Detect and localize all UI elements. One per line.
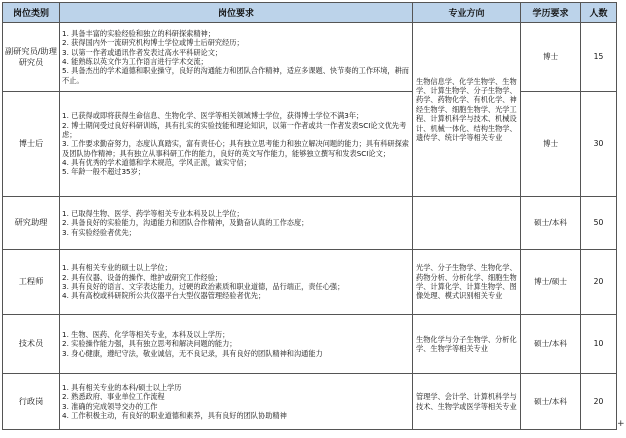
position-cell: 工程师 bbox=[3, 250, 60, 315]
count-cell: 20 bbox=[581, 374, 617, 430]
requirement-line: 3. 有实验经验者优先； bbox=[62, 227, 136, 237]
requirements-cell bbox=[60, 374, 413, 430]
requirements-cell bbox=[60, 92, 413, 197]
major-cell: 管理学、会计学、计算机科学与技术、生物学或医学等相关专业 bbox=[413, 374, 521, 430]
requirement-line: 1. 具备丰富的实验经验和独立的科研探索精神； bbox=[62, 28, 215, 38]
requirement-line: 2. 具备良好的实验能力，沟通能力和团队合作精神，及勤奋认真的工作态度； bbox=[62, 218, 309, 228]
text-cursor-icon: + bbox=[617, 419, 625, 429]
header-position: 岗位类别 bbox=[3, 3, 60, 23]
table-row bbox=[3, 23, 617, 92]
requirement-line: 4. 工作积极主动，有良好的职业道德和素养，具有良好的团队协助精神 bbox=[62, 410, 287, 420]
requirement-line: 3. 工作要求勤奋努力，态度认真踏实，富有责任心；具有独立思考能力和独立解决问题的能力；具有科研探索及团队协作精神；具有独立从事科研工作的能力，良好的英文写作能力，能够独立撰写和发表SCI论文； bbox=[62, 139, 409, 158]
degree-cell: 硕士/本科 bbox=[521, 315, 581, 374]
requirement-line: 1. 已获得或即将获得生命信息、生物化学、医学等相关领域博士学位，获得博士学位不满3年； bbox=[62, 111, 364, 121]
requirement-line: 1. 具有相关专业的本科/硕士以上学历 bbox=[62, 382, 182, 392]
requirement-line: 5. 具备杰出的学术道德和职业操守，良好的沟通能力和团队合作精神，适应多课题、快节奏的工作环境，耕而不止。 bbox=[62, 66, 409, 85]
degree-cell: 博士 bbox=[521, 92, 581, 197]
degree-cell: 博士 bbox=[521, 23, 581, 92]
requirement-line: 2. 具有仪器、设备的操作、维护或研究工作经验； bbox=[62, 272, 223, 282]
requirements-cell bbox=[60, 197, 413, 250]
degree-cell: 硕士/本科 bbox=[521, 197, 581, 250]
count-cell: 20 bbox=[581, 250, 617, 315]
major-cell-merged: 生物信息学、化学生物学、生物学、计算生物学、分子生物学、药学、药物化学、有机化学、神经生物学、细胞生物学、光学工程、计算机科学与技术、机械设计、机械一体化、结构生物学、遗传学、统计学等相关专业 bbox=[413, 23, 521, 197]
requirement-line: 4. 具有高校或科研院所公共仪器平台大型仪器管理经验者优先； bbox=[62, 291, 266, 301]
requirement-line: 5. 年龄一般不超过35岁； bbox=[62, 167, 145, 177]
major-cell: 光学、分子生物学、生物化学、药物分析、分析化学、细胞生物学、计算化学、计算生物学、图像处理、模式识别相关专业 bbox=[413, 250, 521, 315]
major-cell: 生物化学与分子生物学、分析化学、生物学等相关专业 bbox=[413, 315, 521, 374]
requirements-cell bbox=[60, 23, 413, 92]
count-cell: 10 bbox=[581, 315, 617, 374]
requirement-line: 3. 具有良好的语言、文字表达能力，过硬的政治素质和职业道德，品行端正，责任心强； bbox=[62, 282, 345, 291]
requirements-cell bbox=[60, 315, 413, 374]
position-cell: 行政岗 bbox=[3, 374, 60, 430]
requirement-line: 2. 实验操作能力强，具有独立思考和解决问题的能力； bbox=[62, 339, 237, 349]
requirement-line: 2. 熟悉政府、事业单位工作流程 bbox=[62, 392, 165, 402]
header-row bbox=[3, 3, 617, 23]
header-requirements: 岗位要求 bbox=[60, 3, 413, 23]
position-cell: 技术员 bbox=[3, 315, 60, 374]
table-row bbox=[3, 92, 617, 197]
requirement-line: 1. 生物、医药、化学等相关专业，本科及以上学历； bbox=[62, 329, 230, 339]
requirements-cell bbox=[60, 250, 413, 315]
requirement-line: 1. 已取得生物、医学、药学等相关专业本科及以上学位； bbox=[62, 208, 244, 218]
position-cell: 研究助理 bbox=[3, 197, 60, 250]
table-row bbox=[3, 374, 617, 430]
requirement-line: 2. 获得国内外一流研究机构博士学位或博士后研究经历； bbox=[62, 38, 244, 48]
major-cell-empty bbox=[413, 197, 521, 250]
requirement-line: 4. 能熟练以英文作为工作语言进行学术交流； bbox=[62, 57, 208, 66]
degree-cell: 博士/硕士 bbox=[521, 250, 581, 315]
requirement-line: 4. 具有优秀的学术道德和学术规范，学风正派，诚实守信； bbox=[62, 158, 251, 168]
header-count: 人数 bbox=[581, 3, 617, 23]
count-cell: 50 bbox=[581, 197, 617, 250]
requirement-line: 3. 身心健康，遵纪守法，敬业诚信，无不良记录，具有良好的团队精神和沟通能力 bbox=[62, 348, 323, 358]
header-degree: 学历要求 bbox=[521, 3, 581, 23]
recruitment-table bbox=[2, 2, 617, 430]
requirement-line: 1. 具有相关专业的硕士以上学位； bbox=[62, 263, 172, 273]
position-cell: 副研究员/助理研究员 bbox=[3, 23, 60, 92]
table-row bbox=[3, 250, 617, 315]
count-cell: 15 bbox=[581, 23, 617, 92]
requirement-line: 3. 准确的完成领导交办的工作 bbox=[62, 401, 158, 411]
requirement-line: 3. 以第一作者或通讯作者发表过高水平科研论文； bbox=[62, 47, 223, 57]
header-major: 专业方向 bbox=[413, 3, 521, 23]
table-row bbox=[3, 197, 617, 250]
position-cell: 博士后 bbox=[3, 92, 60, 197]
requirement-line: 2. 博士期间受过良好科研训练，具有扎实的实验技能和理论知识，以第一作者或共一作者发表SCI论文优先考虑； bbox=[62, 120, 407, 139]
count-cell: 30 bbox=[581, 92, 617, 197]
degree-cell: 硕士/本科 bbox=[521, 374, 581, 430]
table-row bbox=[3, 315, 617, 374]
